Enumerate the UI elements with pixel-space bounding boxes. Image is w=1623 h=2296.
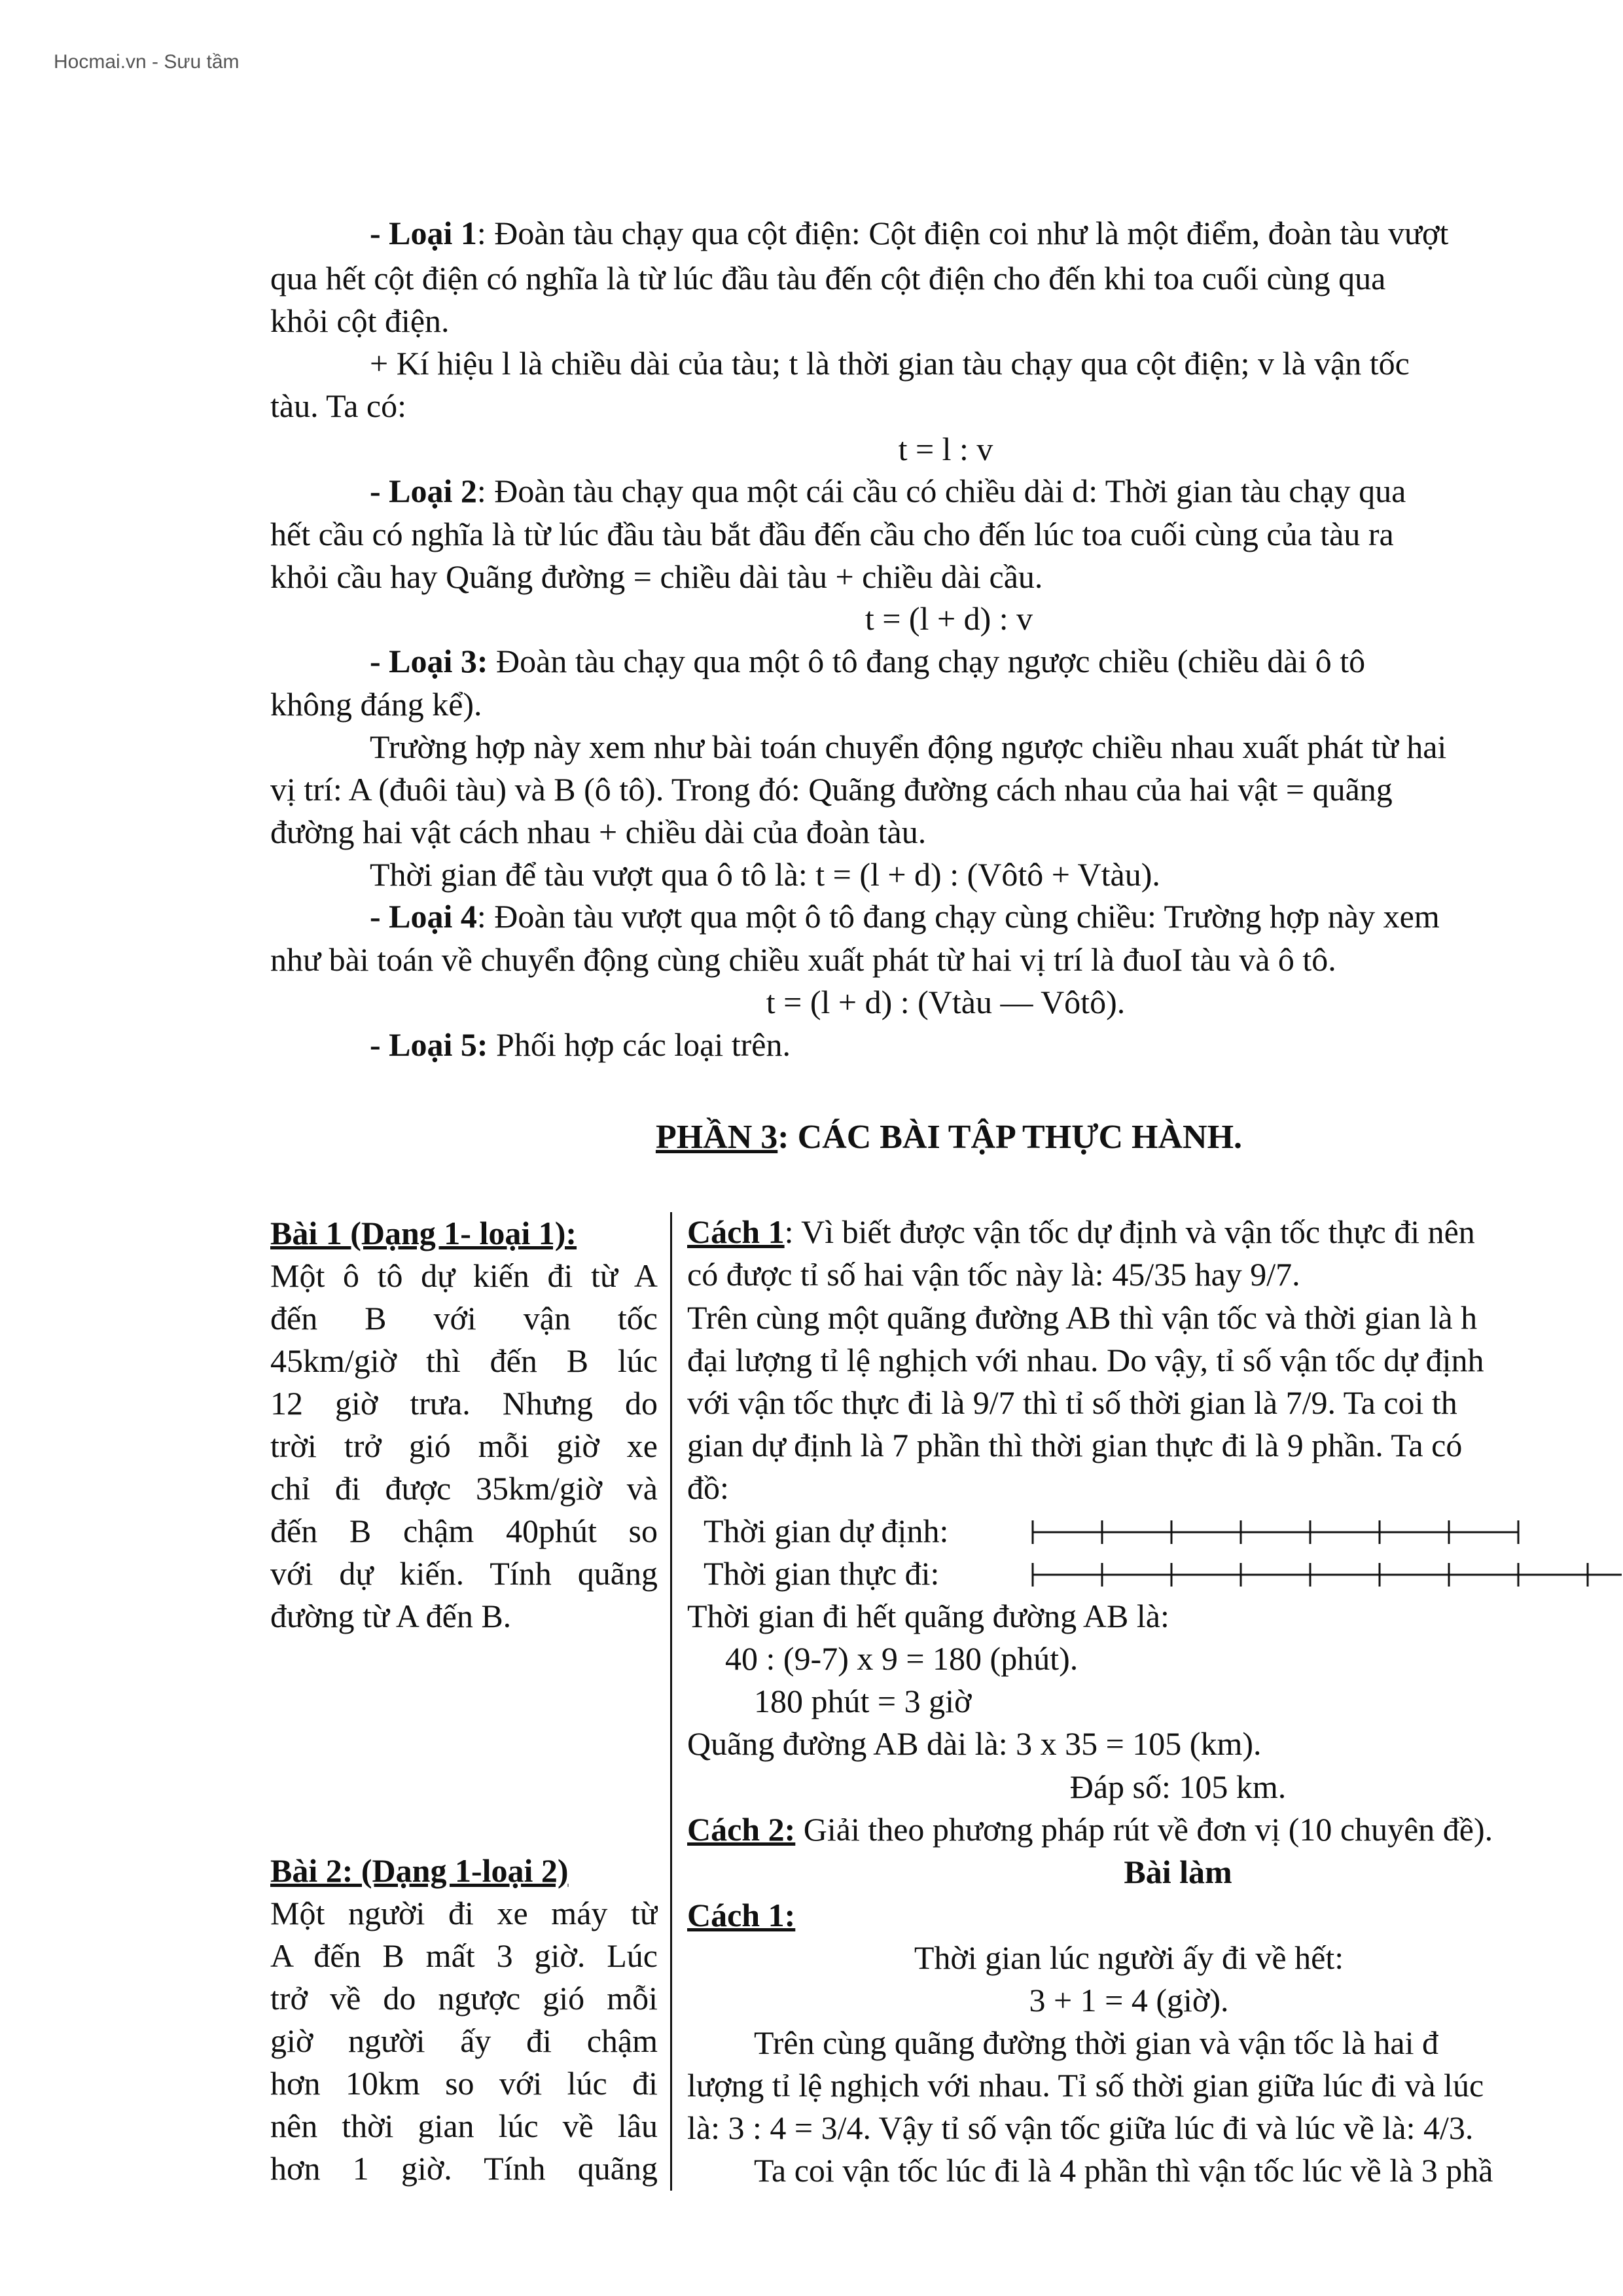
sol1-cach1-label: Cách 1 — [687, 1213, 785, 1250]
loai3-text1: Đoàn tàu chạy qua một ô tô đang chạy ngược chiều (chiều dài ô tô — [488, 643, 1366, 679]
loai1-text1: : Đoàn tàu chạy qua cột điện: Cột điện coi như là một điểm, đoàn tàu vượt — [476, 215, 1449, 251]
loai1-note1: + Kí hiệu l là chiều dài của tàu; t là thời gian tàu chạy qua cột điện; v là vận tốc — [370, 345, 1410, 382]
bai1-line: với dự kiến. Tính quãng — [270, 1555, 658, 1592]
sol2-line2: 3 + 1 = 4 (giờ). — [1029, 1982, 1229, 2018]
bai1-line: 45km/giờ thì đến B lúc — [270, 1342, 658, 1379]
sol1-cach2 — [687, 1810, 1493, 1849]
sol2-line6: Ta coi vận tốc lúc đi là 4 phần thì vận tốc lúc về là 3 phầ — [754, 2152, 1493, 2189]
sol2-cach1 — [687, 1895, 795, 1935]
loai3-p1: Trường hợp này xem như bài toán chuyển động ngược chiều nhau xuất phát từ hai — [370, 728, 1447, 765]
sol2-line5: là: 3 : 4 = 3/4. Vậy tỉ số vận tốc giữa lúc đi và lúc về là: 4/3. — [687, 2109, 1474, 2146]
bai1-line: đường từ A đến B. — [270, 1598, 512, 1634]
bai2-line: nên thời gian lúc về lâu — [270, 2108, 658, 2144]
planned-time-label: Thời gian dự định: — [704, 1513, 949, 1549]
bai1-line: Một ô tô dự kiến đi từ A — [270, 1257, 658, 1294]
loai2-text1: : Đoàn tàu chạy qua một cái cầu có chiều dài d: Thời gian tàu chạy qua — [476, 473, 1406, 509]
sol2-line3: Trên cùng quãng đường thời gian và vận tốc là hai đ — [754, 2024, 1438, 2061]
planned-time-bar — [1033, 1520, 1518, 1544]
sol1-line7: đồ: — [687, 1469, 729, 1506]
loai1-line3: khỏi cột điện. — [270, 302, 450, 339]
sol1-cach2-label: Cách 2: — [687, 1811, 796, 1848]
sol1-cach2-text: Giải theo phương pháp rút về đơn vị (10 chuyên đề). — [795, 1811, 1493, 1848]
loai4-label: - Loại 4 — [370, 898, 477, 935]
sol2-cach1-label: Cách 1: — [687, 1897, 796, 1933]
actual-time-bar — [1033, 1563, 1622, 1587]
bai1-line: đến B chậm 40phút so — [270, 1513, 658, 1549]
sol1-line6: gian dự định là 7 phần thì thời gian thực đi là 9 phần. Ta có — [687, 1427, 1463, 1463]
loai4-line2: như bài toán về chuyển động cùng chiều xuất phát từ hai vị trí là đuoI tàu và ô tô. — [270, 941, 1336, 978]
loai3-p4: Thời gian để tàu vượt qua ô tô là: t = (l + d) : (Vôtô + Vtàu). — [370, 856, 1160, 893]
sol1-line5: với vận tốc thực đi là 9/7 thì tỉ số thời gian là 7/9. Ta coi th — [687, 1384, 1457, 1421]
sol1-line3: Trên cùng một quãng đường AB thì vận tốc và thời gian là h — [687, 1299, 1478, 1336]
loai5-label: - Loại 5: — [370, 1026, 488, 1063]
loai3-p2: vị trí: A (đuôi tàu) và B (ô tô). Trong đó: Quãng đường cách nhau của hai vật = quãng — [270, 771, 1393, 808]
section-title-part: PHẦN 3 — [655, 1119, 778, 1156]
sol2-line4: lượng tỉ lệ nghịch với nhau. Tỉ số thời gian giữa lúc đi và lúc — [687, 2067, 1484, 2104]
sol2-line1: Thời gian lúc người ấy đi về hết: — [914, 1939, 1344, 1976]
bai1-line: chỉ đi được 35km/giờ và — [270, 1470, 658, 1507]
loai5-text: Phối hợp các loại trên. — [488, 1026, 791, 1063]
bai1-heading-text: Bài 1 (Dạng 1- loại 1): — [270, 1215, 577, 1251]
bai2-line: trở về do ngược gió mỗi — [270, 1980, 658, 2017]
loai3-line2: không đáng kể). — [270, 686, 482, 723]
loai1-note2: tàu. Ta có: — [270, 387, 407, 424]
loai3-label: - Loại 3: — [370, 643, 488, 679]
sol2-bai-lam — [0, 1852, 1623, 1892]
bai1-line: trời trở gió mỗi giờ xe — [270, 1427, 658, 1464]
bai2-line: hơn 10km so với lúc đi — [270, 2065, 658, 2102]
section-title-rest: : CÁC BÀI TẬP THỰC HÀNH. — [777, 1119, 1243, 1156]
loai2-line3: khỏi cầu hay Quãng đường = chiều dài tàu + chiều dài cầu. — [270, 558, 1043, 595]
sol1-line10: 180 phút = 3 giờ — [754, 1683, 972, 1719]
sol1-line11: Quãng đường AB dài là: 3 x 35 = 105 (km). — [687, 1725, 1262, 1762]
page-header-source: Hocmai.vn - Sưu tầm — [54, 51, 240, 73]
loai4-text1: : Đoàn tàu vượt qua một ô tô đang chạy cùng chiều: Trường hợp này xem — [476, 898, 1440, 935]
sol1-line4: đại lượng tỉ lệ nghịch với nhau. Do vậy, tỉ số vận tốc dự định — [687, 1342, 1484, 1378]
sol2-bai-lam-text: Bài làm — [1124, 1854, 1232, 1890]
actual-time-label: Thời gian thực đi: — [704, 1555, 940, 1592]
sol1-line8: Thời gian đi hết quãng đường AB là: — [687, 1598, 1169, 1634]
loai3-p3: đường hai vật cách nhau + chiều dài của đoàn tàu. — [270, 814, 927, 850]
sol1-answer: Đáp số: 105 km. — [1069, 1768, 1287, 1805]
loai1-label: - Loại 1 — [370, 215, 477, 251]
bai2-heading-text: Bài 2: (Dạng 1-loại 2) — [270, 1852, 569, 1889]
loai2-line2: hết cầu có nghĩa là từ lúc đầu tàu bắt đầu đến cầu cho đến lúc toa cuối cùng của tàu ra — [270, 516, 1394, 552]
bai2-line: A đến B mất 3 giờ. Lúc — [270, 1937, 658, 1974]
bai1-line: 12 giờ trưa. Nhưng do — [270, 1385, 658, 1422]
bai2-line: hơn 1 giờ. Tính quãng — [270, 2150, 658, 2187]
bai2-line: giờ người ấy đi chậm — [270, 2022, 658, 2059]
loai1-line2: qua hết cột điện có nghĩa là từ lúc đầu tàu đến cột điện cho đến khi toa cuối cùng qua — [270, 260, 1386, 296]
loai2-formula: t = (l + d) : v — [865, 600, 1033, 637]
loai1-formula: t = l : v — [898, 431, 993, 467]
bai1-line: đến B với vận tốc — [270, 1300, 658, 1336]
sol1-line9: 40 : (9-7) x 9 = 180 (phút). — [725, 1640, 1079, 1677]
sol1-text1: : Vì biết được vận tốc dự định và vận tốc thực đi nên — [784, 1213, 1475, 1250]
bai2-line: Một người đi xe máy từ — [270, 1895, 658, 1931]
loai4-formula: t = (l + d) : (Vtàu — Vôtô). — [766, 984, 1126, 1020]
sol1-line2: có được tỉ số hai vận tốc này là: 45/35 hay 9/7. — [687, 1256, 1300, 1293]
loai2-label: - Loại 2 — [370, 473, 477, 509]
